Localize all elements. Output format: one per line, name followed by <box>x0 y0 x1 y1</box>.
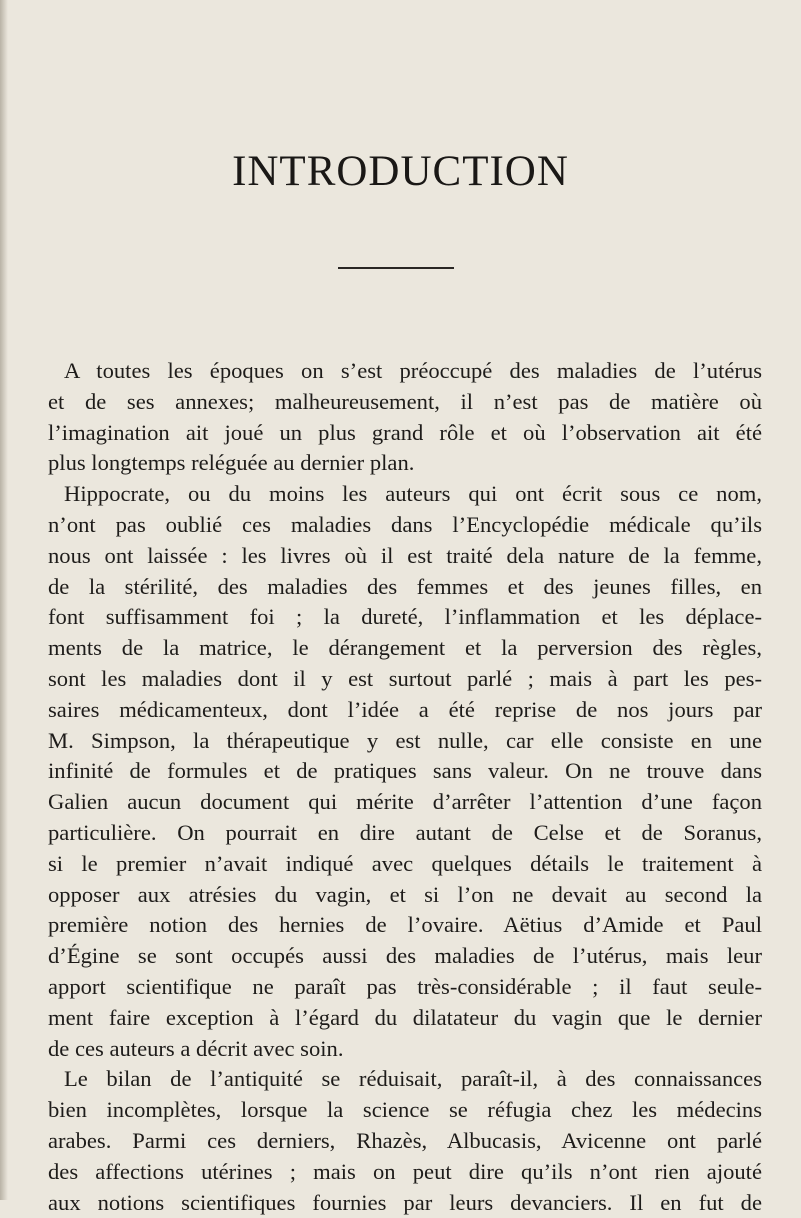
text-line: A toutes les époques on s’est préoccupé des maladies de l’utérus <box>64 358 762 383</box>
heading-rule <box>338 267 454 269</box>
text-line: ments de la matrice, le dérangement et la perversion des règles, <box>48 635 762 661</box>
chapter-heading: INTRODUCTION <box>232 148 569 195</box>
text-line: particulière. On pourrait en dire autant de Celse et de Soranus, <box>48 819 762 845</box>
text-line: des affections utérines ; mais on peut dire qu’ils n’ont rien ajouté <box>48 1158 762 1184</box>
text-line: arabes. Parmi ces derniers, Rhazès, Albucasis, Avicenne ont parlé <box>48 1127 762 1153</box>
text-line: saires médicamenteux, dont l’idée a été reprise de nos jours par <box>48 696 762 722</box>
text-line: d’Égine se sont occupés aussi des maladies de l’utérus, mais leur <box>48 943 762 969</box>
text-line: Le bilan de l’antiquité se réduisait, paraît-il, à des connaissances <box>64 1066 762 1092</box>
text-line: infinité de formules et de pratiques sans valeur. On ne trouve dans <box>48 758 762 784</box>
text-line: apport scientifique ne paraît pas très-considérable ; il faut seule- <box>48 973 762 999</box>
text-line: sont les maladies dont il y est surtout parlé ; mais à part les pes- <box>48 665 762 691</box>
text-line: bien incomplètes, lorsque la science se réfugia chez les médecins <box>48 1097 762 1123</box>
text-line: n’ont pas oublié ces maladies dans l’Encyclopédie médicale qu’ils <box>48 511 762 537</box>
text-line: plus longtemps reléguée au dernier plan. <box>48 450 415 476</box>
text-line: ment faire exception à l’égard du dilatateur du vagin que le dernier <box>48 1004 762 1030</box>
text-line: de la stérilité, des maladies des femmes et des jeunes filles, en <box>48 573 762 599</box>
body-text <box>48 356 762 1218</box>
text-line: et de ses annexes; malheureusement, il n’est pas de matière où <box>48 388 762 414</box>
text-line: l’imagination ait joué un plus grand rôle et où l’observation ait été <box>48 419 762 445</box>
text-line: première notion des hernies de l’ovaire. Aëtius d’Amide et Paul <box>48 912 762 938</box>
text-line: nous ont laissée : les livres où il est traité dela nature de la femme, <box>48 542 762 568</box>
text-line: de ces auteurs a décrit avec soin. <box>48 1035 344 1061</box>
text-line: aux notions scientifiques fournies par leurs devanciers. Il en fut de <box>48 1189 762 1215</box>
text-line: opposer aux atrésies du vagin, et si l’on ne devait au second la <box>48 881 762 907</box>
text-line: Hippocrate, ou du moins les auteurs qui ont écrit sous ce nom, <box>64 481 762 507</box>
text-line: M. Simpson, la thérapeutique y est nulle, car elle consiste en une <box>48 727 762 753</box>
text-line: Galien aucun document qui mérite d’arrêter l’attention d’une façon <box>48 789 762 815</box>
text-line: si le premier n’avait indiqué avec quelques détails le traitement à <box>48 850 762 876</box>
text-line: font suffisamment foi ; la dureté, l’inflammation et les déplace- <box>48 604 762 630</box>
